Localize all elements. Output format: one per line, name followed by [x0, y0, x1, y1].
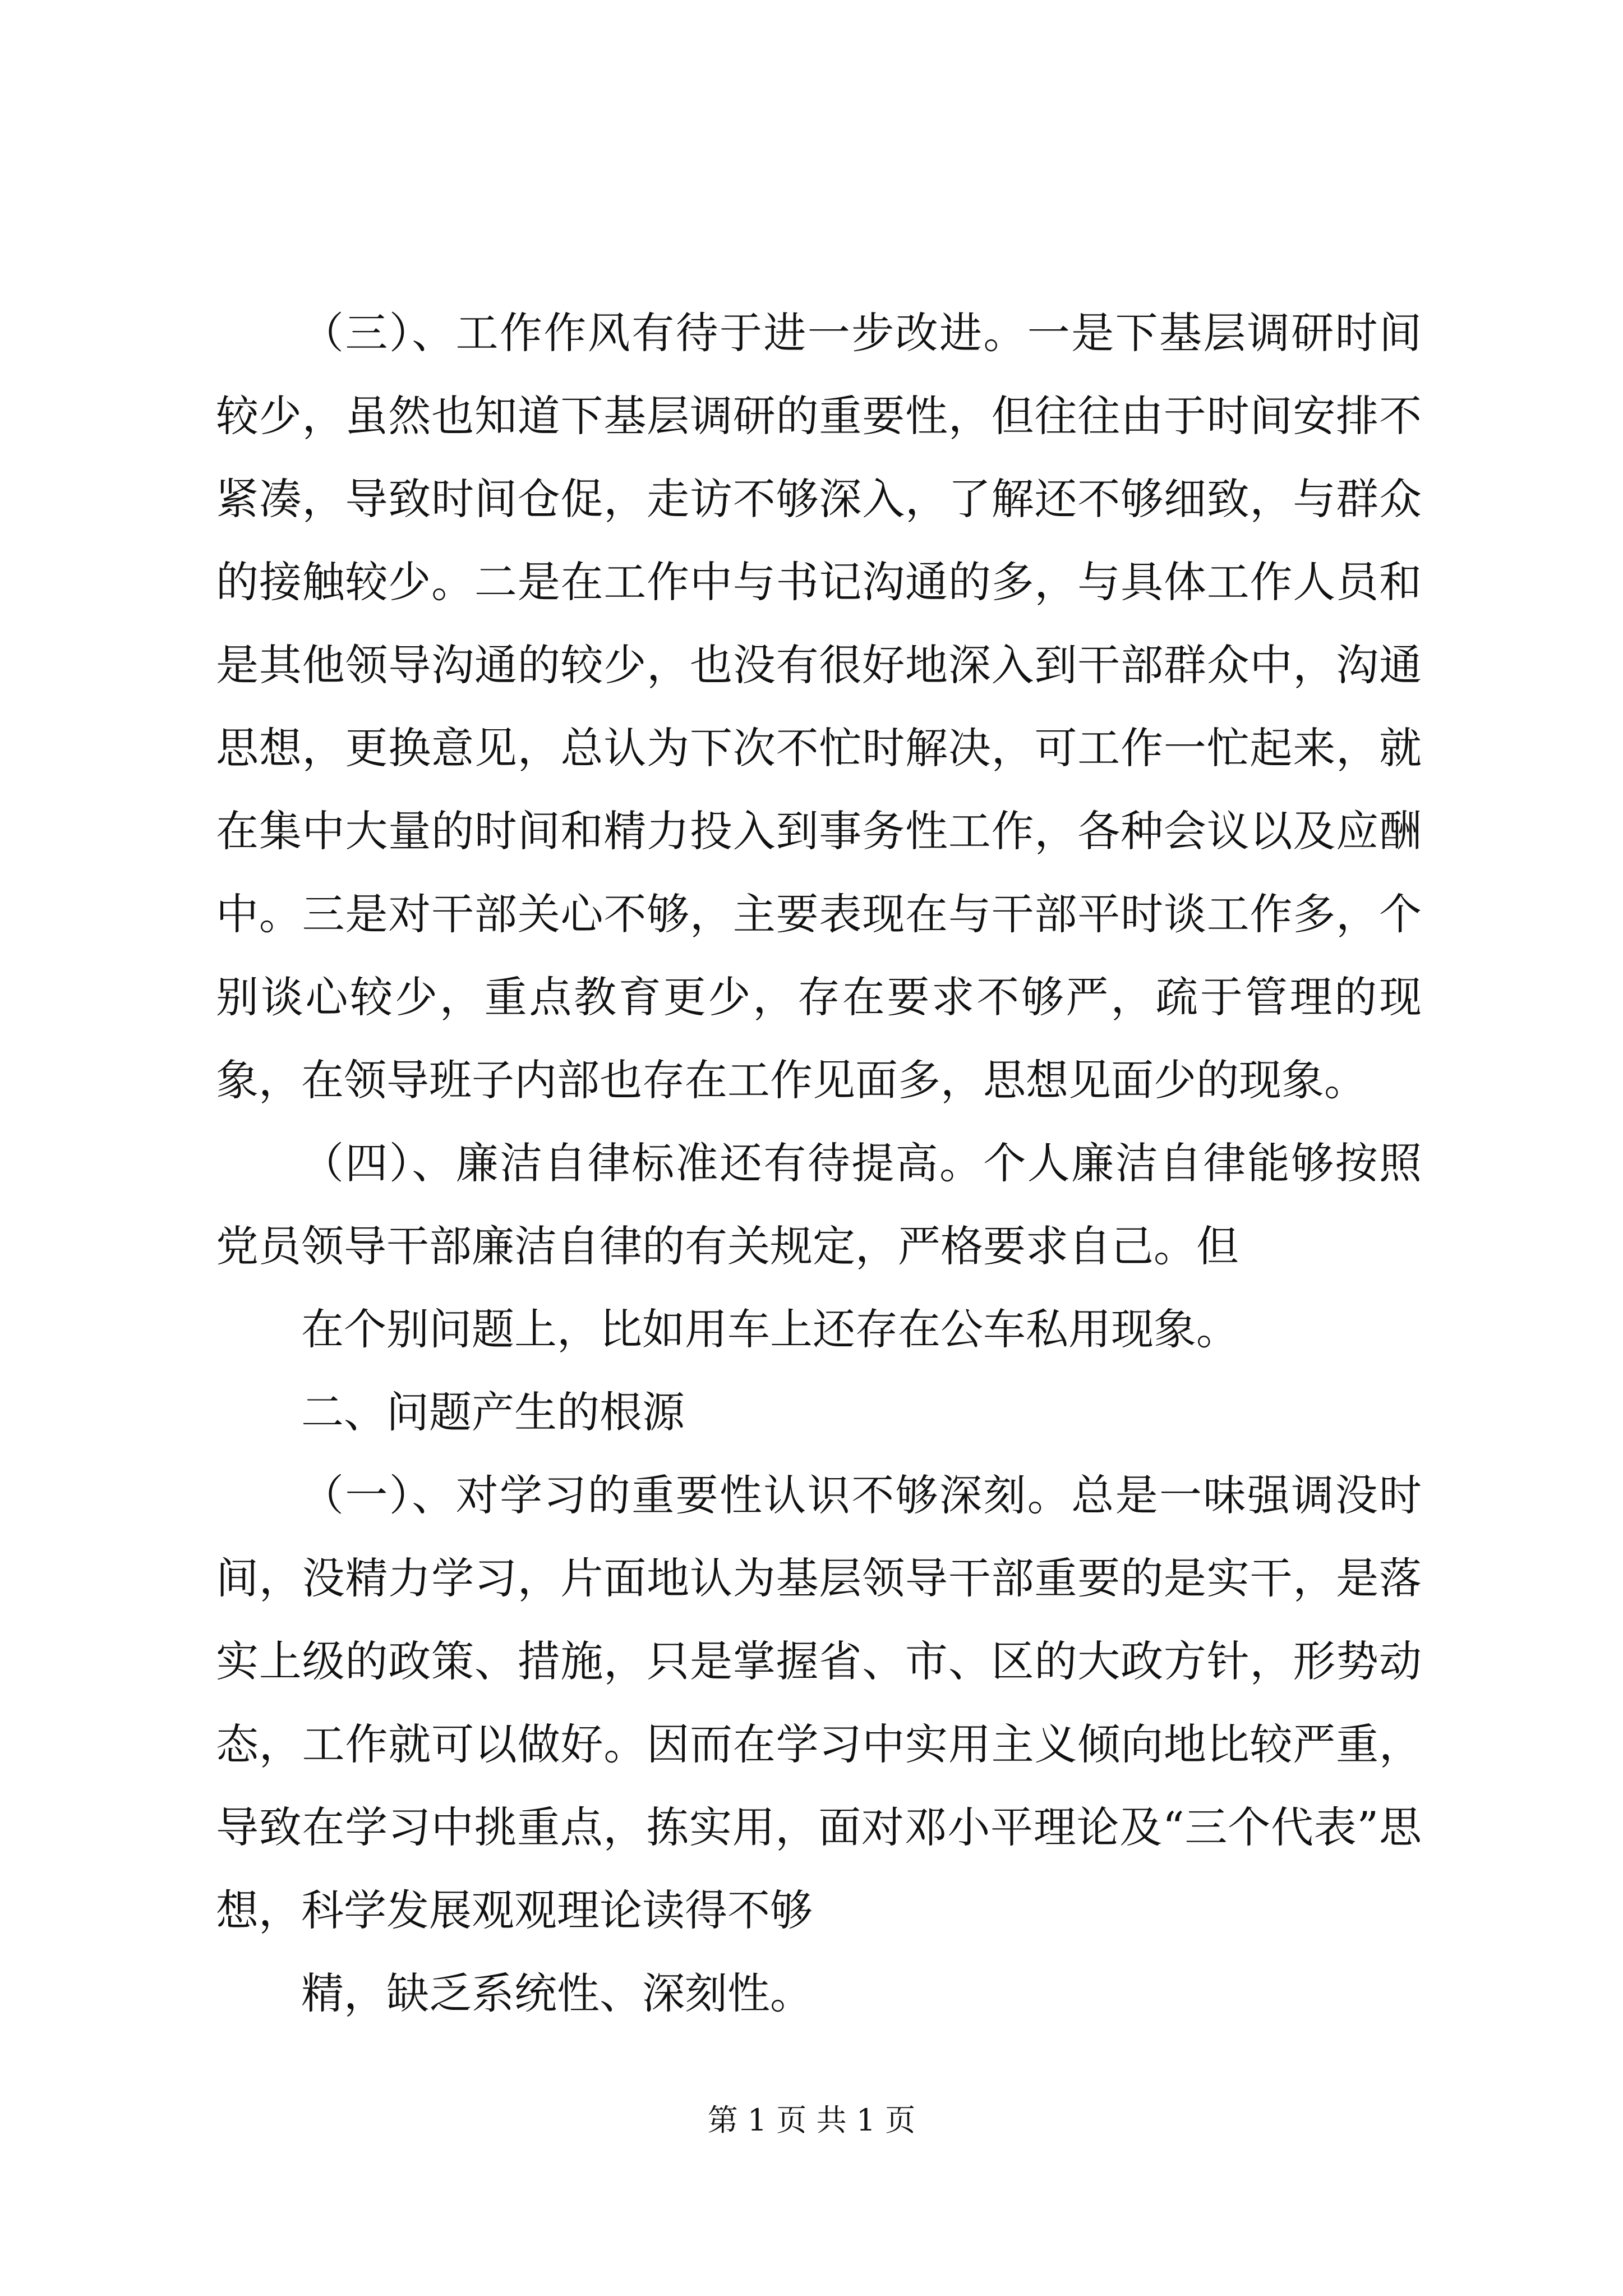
section-heading-root-causes: 二、问题产生的根源 — [301, 1387, 685, 1437]
paragraph-work-style: （三）、工作作风有待于进一步改进。一是下基层调研时间较少，虽然也知道下基层调研的重要性，但往往由于时间安排不紧凑，导致时间仓促，走访不够深入，了解还不够细致，与群众的接触较少。二是在工作中与书记沟通的多，与具体工作人员和是其他领导沟通的较少，也没有很好地深入到干部群众中，沟通思想，更换意见，总认为下次不忙时解决，可工作一忙起来，就在集中大量的时间和精力投入到事务性工作，各种会议以及应酬中。三是对干部关心不够，主要表现在与干部平时谈工作多，个别谈心较少，重点教育更少，存在要求不够严，疏于管理的现象，在领导班子内部也存在工作见面多，思想见面少的现象。 — [216, 308, 1422, 1105]
paragraph-integrity: （四）、廉洁自律标准还有待提高。个人廉洁自律能够按照党员领导干部廉洁自律的有关规定，严格要求自己。但 — [216, 1138, 1422, 1271]
paragraph-learning-continued: 精，缺乏系统性、深刻性。 — [301, 1968, 813, 2018]
paragraph-learning: （一）、对学习的重要性认识不够深刻。总是一味强调没时间，没精力学习，片面地认为基层领导干部重要的是实干，是落实上级的政策、措施，只是掌握省、市、区的大政方针，形势动态，工作就可以做好。因而在学习中实用主义倾向地比较严重，导致在学习中挑重点，拣实用，面对邓小平理论及“三个代表”思想，科学发展观观理论读得不够 — [216, 1470, 1422, 1935]
page-number-footer: 第 1 页 共 1 页 — [707, 2102, 916, 2138]
paragraph-integrity-continued: 在个别问题上，比如用车上还存在公车私用现象。 — [301, 1304, 1239, 1354]
document-body — [216, 292, 1422, 2035]
